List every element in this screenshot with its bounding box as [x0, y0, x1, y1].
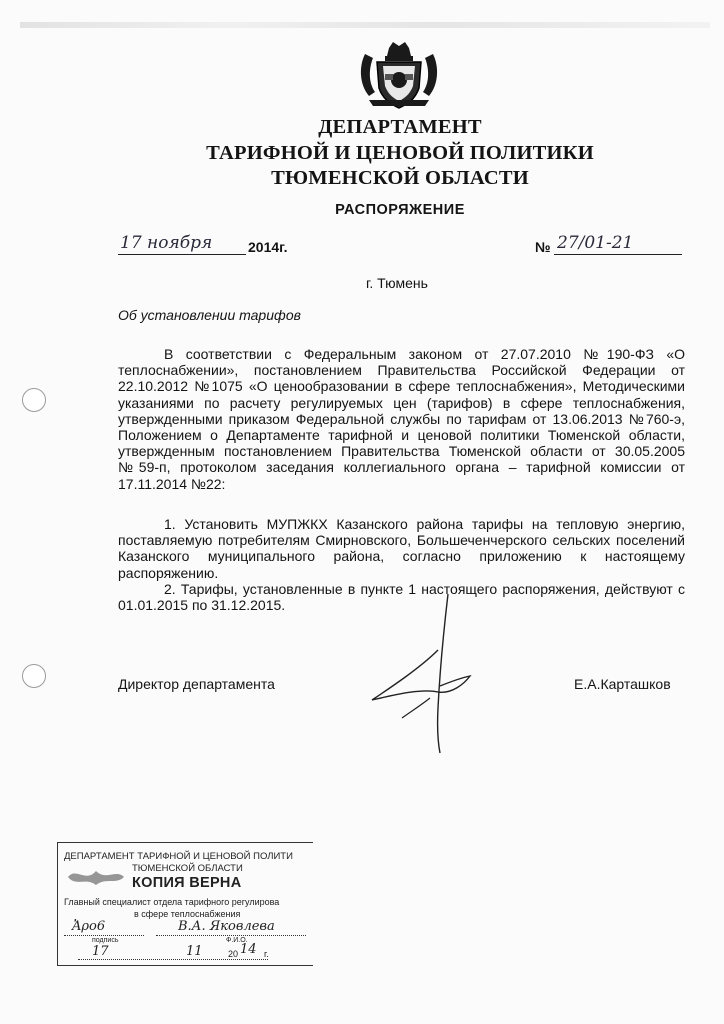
stamp-date-year: 14 [240, 942, 257, 957]
coat-of-arms-icon [355, 40, 443, 112]
clause-2: 2. Тарифы, установленные в пункте 1 настоящего распоряжения, действуют с 01.01.2015 по 31.12.2015. [118, 580, 685, 614]
scan-artifact [20, 22, 710, 28]
fio-label: Ф.И.О. [226, 937, 248, 944]
signatory-position: Директор департамента [118, 676, 275, 692]
punch-hole [22, 664, 46, 688]
stamp-region-line: ТЮМЕНСКОЙ ОБЛАСТИ [132, 863, 243, 874]
stamp-date-year-prefix: 20 [228, 949, 239, 959]
stamp-position-line: Главный специалист отдела тарифного регулирова [64, 897, 280, 907]
document-type-title: РАСПОРЯЖЕНИЕ [335, 202, 465, 218]
stamp-title: КОПИЯ ВЕРНА [132, 875, 242, 891]
handwritten-signature [360, 588, 480, 758]
stamp-date-day: 17 [92, 944, 109, 959]
department-title-line1: ДЕПАРТАМЕНТ [318, 116, 482, 138]
stamp-fio-handwritten: В.А. Яковлева [178, 919, 275, 934]
department-title-line3: ТЮМЕНСКОЙ ОБЛАСТИ [271, 167, 529, 189]
date-underline [118, 254, 246, 255]
handwritten-date: 17 ноября [120, 233, 213, 253]
stamp-signature: Ἀρο6 [72, 919, 106, 934]
preamble-paragraph [118, 346, 685, 492]
handwritten-order-number: 27/01-21 [557, 233, 634, 253]
signature-line [64, 935, 144, 936]
department-title-line2: ТАРИФНОЙ И ЦЕНОВОЙ ПОЛИТИКИ [206, 142, 594, 164]
stamp-subdivision-line: в сфере теплоснабжения [134, 909, 241, 919]
certified-copy-stamp [57, 842, 313, 966]
punch-hole [22, 388, 46, 412]
order-year: 2014г. [248, 239, 288, 255]
stamp-smudge [66, 863, 126, 889]
document-subject: Об установлении тарифов [118, 307, 301, 323]
fio-line [156, 935, 306, 936]
stamp-date-month: 11 [186, 944, 203, 959]
signature-label: подпись [92, 937, 119, 944]
clause-1: 1. Установить МУПЖКХ Казанского района тарифы на тепловую энергию, поставляемую потребителям Смирновского, Большеченчерского сельских поселений Казанского муниципального района, согласно приложению к настоящему распоряжению. [118, 516, 685, 581]
number-underline [554, 254, 682, 255]
signatory-name: Е.А.Карташков [574, 676, 671, 692]
date-line [78, 959, 268, 960]
stamp-department-line: ДЕПАРТАМЕНТ ТАРИФНОЙ И ЦЕНОВОЙ ПОЛИТИ [64, 851, 293, 862]
stamp-date-suffix: г. [264, 949, 269, 959]
preamble-text: В соответствии с Федеральным законом от 27.07.2010 №190-ФЗ «О теплоснабжении», постановлением Правительства Российской Федерации от 22.10.2012 №1075 «О ценообразовании в сфере теплоснабжения», Методическими указаниями по расчету регулируемых цен (тарифов) в сфере теплоснабжения, утвержденными приказом Федеральной службы по тарифам от 13.06.2013 №760-э, Положением о Департаменте тарифной и ценовой политики Тюменской области, утвержденным постановлением Правительства Тюменской области от 30.05.2005 №59-п, протоколом заседания коллегиального органа – тарифной комиссии от 17.11.2014 №22: [118, 346, 685, 492]
order-number-label: № [535, 239, 551, 255]
city: г. Тюмень [366, 275, 428, 291]
